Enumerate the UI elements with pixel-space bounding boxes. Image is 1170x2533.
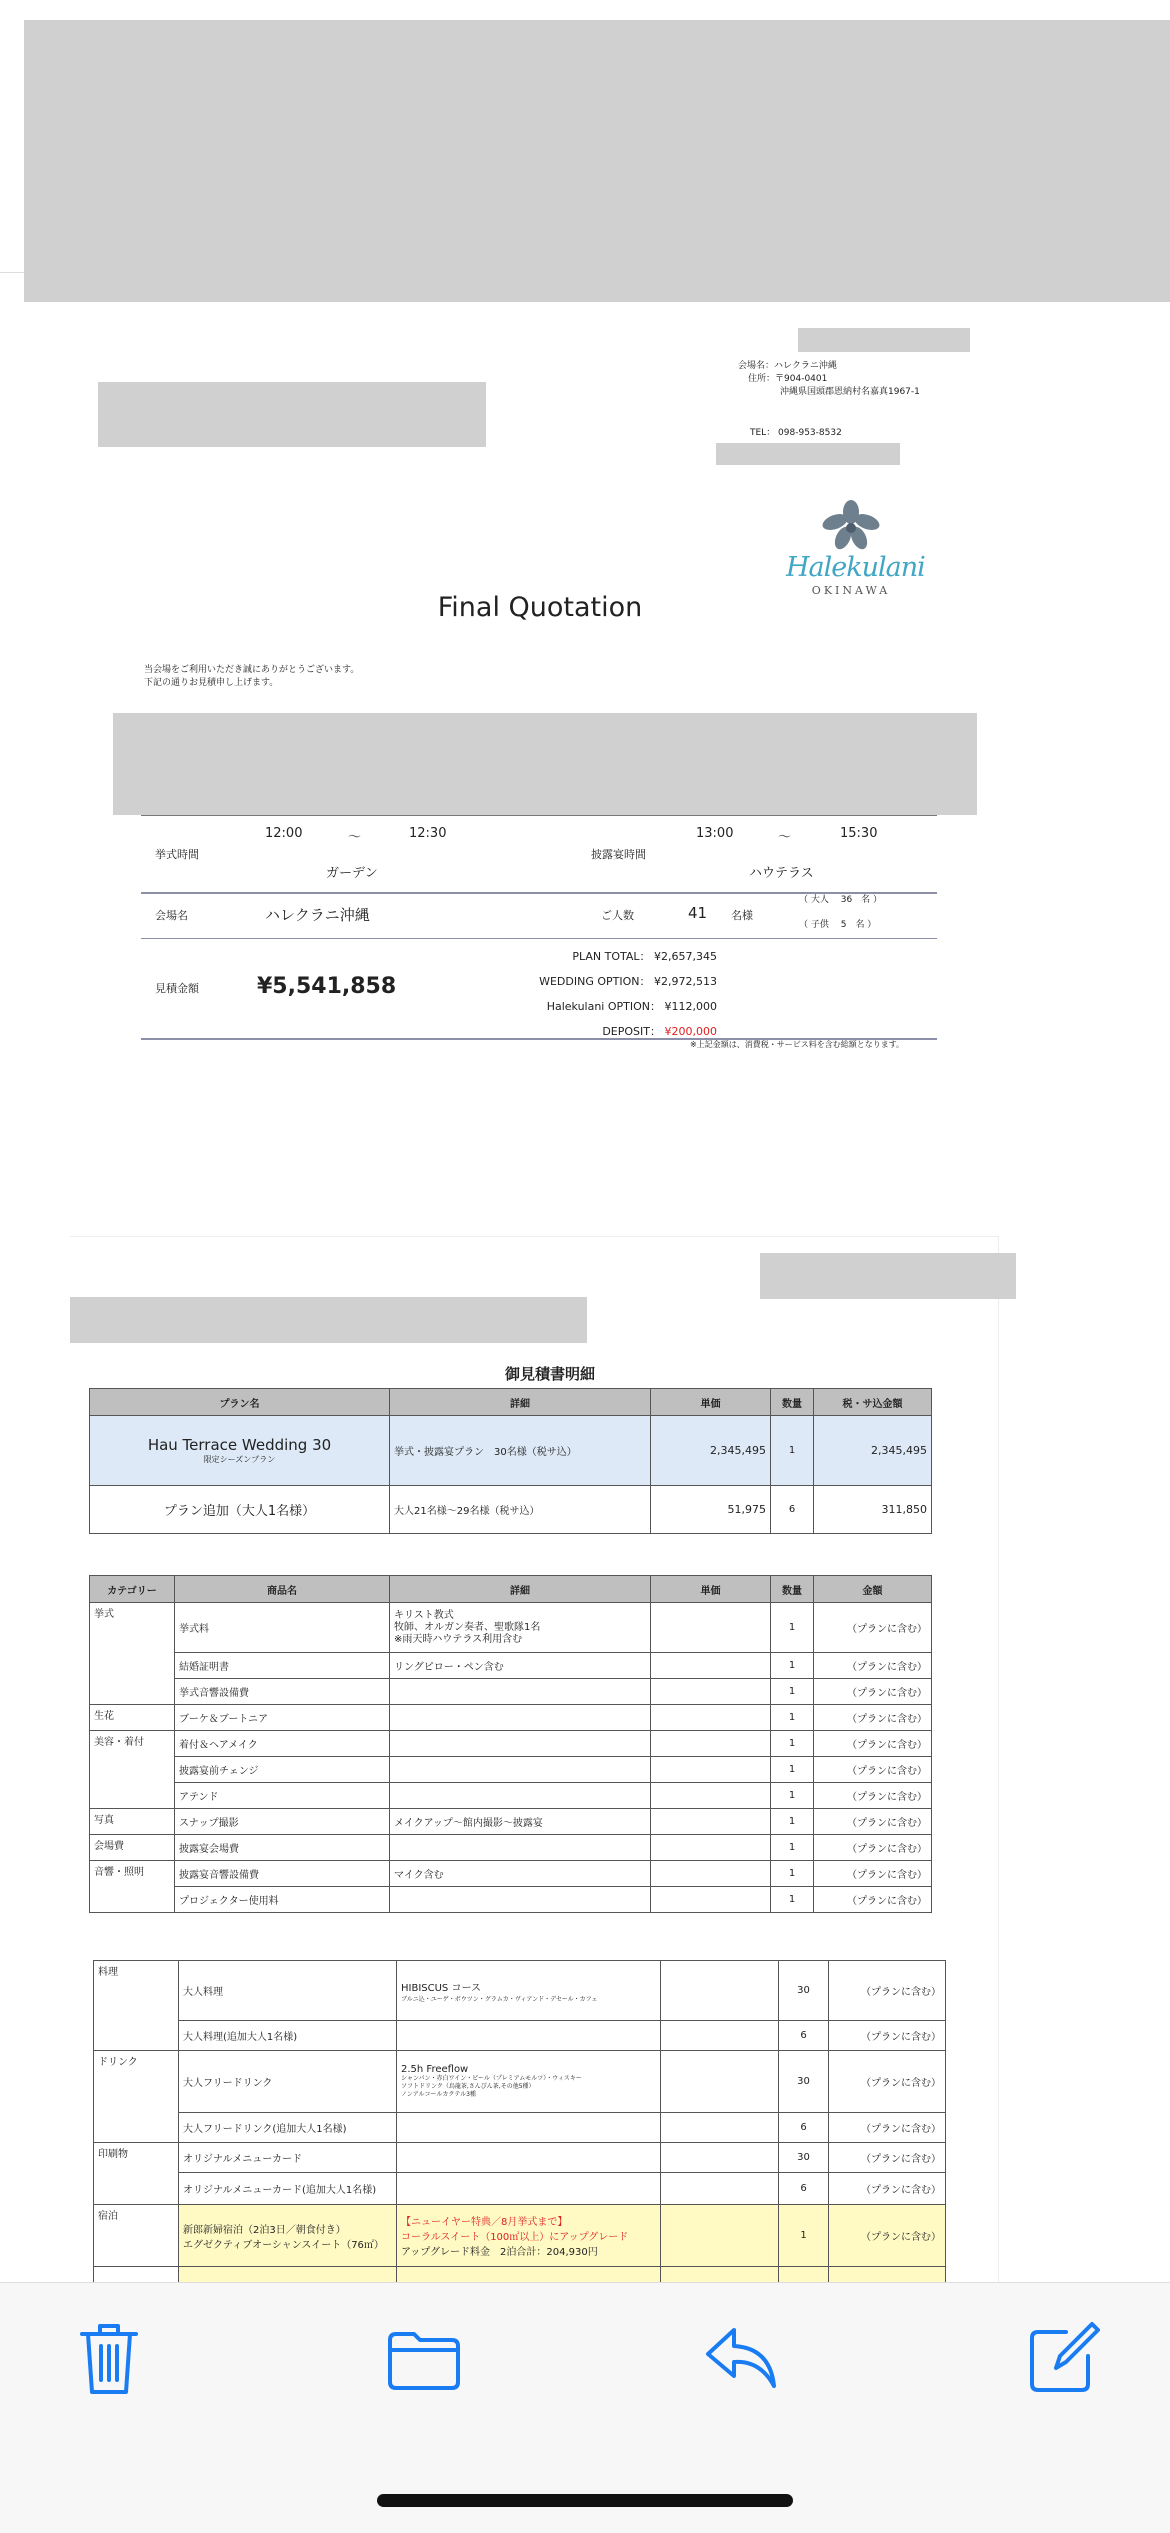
move-to-folder-button[interactable] — [384, 2326, 464, 2392]
redacted-name-2 — [70, 1297, 587, 1343]
redacted-date-2 — [760, 1253, 1016, 1299]
plan-header-total: 税・サ込金額 — [814, 1389, 932, 1416]
plan-table — [89, 1388, 932, 1534]
items-table: カテゴリー 商品名 詳細 単価 数量 金額 挙式 挙式料 キリスト教式 牧師、オルガン奏者、聖歌隊1名 ※雨天時ハウテラス利用含む 1 （プランに含む） 結婚証明書 リングピロー・ペン含む 1 （プランに含む） 挙式音響設備費 1 （プランに含む） 生花 ブーケ＆ブートニア 1 （プランに含む） 美容・着付 着付＆ヘアメイク 1 （プランに含む） 披露宴前チェンジ 1 （プランに含む） アテンド 1 （プランに含む） 写真 スナップ撮影 メイクアップ〜館内撮影〜披露宴 1 （プランに含む） 会場費 披露宴会場費 1 （プランに含む） 音響・照明 披露宴音響設備費 マイク含む 1 （プランに含む） プロジェクター使用料 1 （プランに含む） — [89, 1575, 932, 1913]
table-row: 生花 ブーケ＆ブートニア 1 （プランに含む） — [90, 1705, 932, 1731]
page-edge-line — [0, 272, 24, 273]
table-row: 挙式音響設備費 1 （プランに含む） — [90, 1679, 932, 1705]
table-row: アテンド 1 （プランに含む） — [90, 1783, 932, 1809]
wedding-option: WEDDING OPTION： ¥2,972,513 — [539, 975, 717, 988]
plan-header-price: 単価 — [651, 1389, 771, 1416]
compose-button[interactable] — [1026, 2320, 1100, 2396]
tax-note: ※上記金額は、消費税・サービス料を含む総額となります。 — [690, 1040, 905, 1049]
table-row: 美容・着付 着付＆ヘアメイク 1 （プランに含む） — [90, 1731, 932, 1757]
redacted-date — [798, 328, 970, 352]
plan-header-detail: 詳細 — [390, 1389, 651, 1416]
venue-row: 会場名 ハレクラニ沖縄 ご人数 41 名様 （ 大人 36 名 ） （ 子供 5 名 ） — [141, 891, 937, 939]
redacted-contact — [716, 443, 900, 465]
redacted-header — [24, 20, 1170, 302]
estimate-row: 見積金額 ¥5,541,858 PLAN TOTAL： ¥2,657,345 WEDDING OPTION： ¥2,972,513 Halekulani OPTION： ¥112,000 DEPOSIT： ¥200,000 — [141, 938, 937, 1040]
table-row: オリジナルメニューカード(追加大人1名様) 6 （プランに含む） — [94, 2173, 946, 2205]
plan-header-name: プラン名 — [90, 1389, 390, 1416]
page-title: Final Quotation — [437, 592, 643, 623]
time-section: 12:00 〜 12:30 挙式時間 ガーデン 13:00 〜 15:30 披露宴時間 ハウテラス — [141, 815, 937, 894]
halekulani-option: Halekulani OPTION： ¥112,000 — [546, 1000, 717, 1013]
halekulani-logo: Halekulani OKINAWA — [786, 500, 916, 625]
table-row: 宿泊 新郎新婦宿泊（2泊3日／朝食付き） エグゼクティブオーシャンスイート（76㎡） 【ニューイヤー特典／8月挙式まで】 コーラルスイート（100㎡以上）にアップグレード アップグレード料金 2泊合計：204,930円 1 （プランに含む） — [94, 2205, 946, 2267]
table-row: 披露宴前チェンジ 1 （プランに含む） — [90, 1757, 932, 1783]
table-row: 大人フリードリンク(追加大人1名様) 6 （プランに含む） — [94, 2113, 946, 2143]
table-row: プロジェクター使用料 1 （プランに含む） — [90, 1887, 932, 1913]
table-row: ドリンク 大人フリードリンク 2.5h Freeflow シャンパン・赤白ワイン・ビール（プレミアムモルツ）・ウィスキー ソフトドリンク（烏龍茶,さんぴん茶,その他5種） ノンアルコールカクテル3種 30 （プランに含む） — [94, 2051, 946, 2113]
intro-text: 当会場をご利用いただき誠にありがとうございます。 下記の通りお見積申し上げます。 — [144, 665, 360, 688]
plan-total: PLAN TOTAL： ¥2,657,345 — [572, 950, 717, 963]
table-row: プラン追加（大人1名様） 大人21名様〜29名様（税サ込） 51,975 6 311,850 — [90, 1486, 932, 1534]
reply-button[interactable] — [704, 2324, 780, 2394]
venue-info: 会場名：ハレクラニ沖縄 住所：〒904-0401 沖縄県国頭郡恩納村名嘉真1967-1 TEL： 098-953-8532 — [738, 361, 920, 438]
estimate-total: ¥5,541,858 — [257, 974, 397, 999]
quotation-page-1 — [0, 0, 1170, 1100]
deposit: DEPOSIT： ¥200,000 — [602, 1025, 717, 1038]
plan-header-qty: 数量 — [771, 1389, 814, 1416]
delete-button[interactable] — [74, 2318, 144, 2398]
table-row: 印刷物 オリジナルメニューカード 30 （プランに含む） — [94, 2143, 946, 2173]
table-row: 結婚証明書 リングピロー・ペン含む 1 （プランに含む） — [90, 1653, 932, 1679]
compose-icon — [1026, 2320, 1100, 2396]
reply-icon — [704, 2324, 780, 2394]
table-row: 写真 スナップ撮影 メイクアップ〜館内撮影〜披露宴 1 （プランに含む） — [90, 1809, 932, 1835]
folder-icon — [384, 2326, 464, 2392]
redacted-client-name — [98, 382, 486, 447]
table-row: Hau Terrace Wedding 30 限定シーズンプラン 挙式・披露宴プラン 30名様（税サ込） 2,345,495 1 2,345,495 — [90, 1416, 932, 1486]
table-row: 大人料理(追加大人1名様) 6 （プランに含む） — [94, 2021, 946, 2051]
table-row: 挙式 挙式料 キリスト教式 牧師、オルガン奏者、聖歌隊1名 ※雨天時ハウテラス利用含む 1 （プランに含む） — [90, 1603, 932, 1653]
table-row: 料理 大人料理 HIBISCUS コース ブルニ込・ユーゲ・ボウツン・グラムカ・ヴィアンド・デセール・カフェ 30 （プランに含む） — [94, 1961, 946, 2021]
table-row: 会場費 披露宴会場費 1 （プランに含む） — [90, 1835, 932, 1861]
items-table-2 — [93, 1960, 946, 2297]
home-indicator[interactable] — [377, 2494, 793, 2507]
redacted-couple-names — [113, 713, 977, 815]
orchid-icon — [821, 500, 881, 552]
detail-title: 御見積書明細 — [504, 1365, 595, 1383]
table-row: 音響・照明 披露宴音響設備費 マイク含む 1 （プランに含む） — [90, 1861, 932, 1887]
trash-icon — [74, 2318, 144, 2398]
